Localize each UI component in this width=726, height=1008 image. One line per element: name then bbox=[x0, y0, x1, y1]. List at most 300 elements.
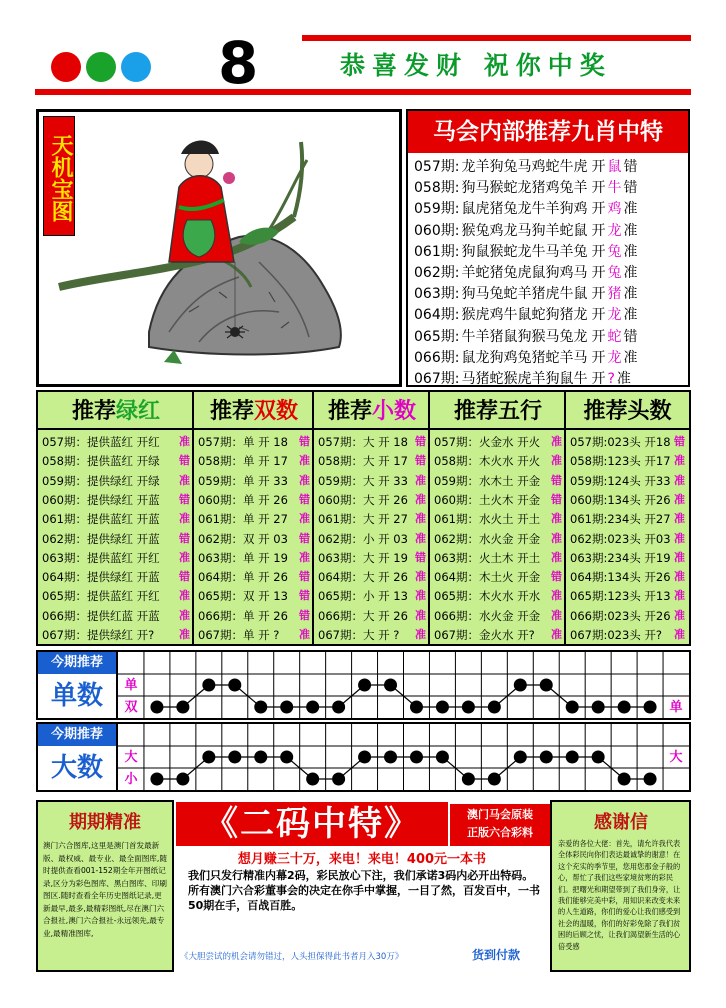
column-row-text: 059期：单 开 33 bbox=[198, 473, 288, 488]
zodiac-animals: 鼠龙狗鸡兔猪蛇羊马 bbox=[461, 349, 588, 366]
column-row-text: 066期：大 开 26 bbox=[318, 608, 408, 623]
zodiac-period: 060期: bbox=[414, 222, 460, 239]
chart-point bbox=[332, 701, 345, 714]
column-row-mark: 准 bbox=[674, 550, 685, 564]
chart-row-bottom-label: 小 bbox=[124, 772, 138, 787]
chart-point bbox=[618, 701, 631, 714]
column-header-suffix: 双数 bbox=[254, 398, 299, 424]
footer-note: 《大胆尝试的机会请勿错过，人头担保得此书者月入30万》 bbox=[180, 952, 404, 962]
column-row-mark: 准 bbox=[299, 512, 310, 526]
column-row bbox=[318, 587, 426, 606]
column-row-mark: 错 bbox=[415, 454, 426, 468]
zodiac-result: 牛 bbox=[607, 180, 622, 197]
column-row-text: 067期：提供绿红 开? bbox=[42, 628, 155, 642]
column-row bbox=[42, 433, 190, 452]
column-row bbox=[570, 510, 685, 529]
column-row-text: 063期：单 开 19 bbox=[198, 550, 288, 565]
column-row-mark: 准 bbox=[674, 473, 685, 487]
blue-dot-icon bbox=[121, 52, 151, 82]
image-panel bbox=[36, 109, 402, 387]
column-header-prefix: 推荐五行 bbox=[453, 398, 542, 424]
column-row-mark: 准 bbox=[415, 628, 426, 641]
chart-point bbox=[280, 701, 293, 714]
chart-point bbox=[176, 701, 189, 714]
column-row bbox=[434, 607, 562, 626]
banner-side bbox=[450, 804, 550, 846]
banner-side-line2: 正版六合彩料 bbox=[467, 826, 533, 839]
column-header-suffix: 绿红 bbox=[116, 398, 161, 424]
column-row-mark: 错 bbox=[415, 435, 426, 448]
column-row-text: 059期：水木土 开金 bbox=[434, 473, 541, 488]
column-row bbox=[318, 549, 426, 568]
chart-point bbox=[566, 701, 579, 714]
column-row bbox=[434, 452, 562, 471]
chart-label-top: 今期推荐 bbox=[38, 652, 116, 674]
zodiac-animals: 猴虎鸡牛鼠蛇狗猪龙 bbox=[461, 307, 588, 324]
chart-point bbox=[592, 751, 605, 764]
column-row-text: 058期：单 开 17 bbox=[198, 454, 288, 469]
column-row bbox=[42, 452, 190, 471]
column-row bbox=[318, 607, 426, 626]
column-row-text: 066期：水火金 开金 bbox=[434, 608, 541, 623]
chart-end-label: 大 bbox=[669, 750, 683, 765]
chart-point bbox=[514, 751, 527, 764]
column-header-prefix: 推荐 bbox=[327, 398, 372, 424]
column-row-text: 064期:134头 开26 bbox=[570, 570, 671, 585]
column-row-text: 057期：提供蓝红 开红 bbox=[42, 435, 160, 449]
column-row bbox=[198, 491, 310, 510]
column-row bbox=[198, 607, 310, 626]
zodiac-result: 龙 bbox=[607, 349, 622, 366]
column-row-text: 063期：提供蓝红 开红 bbox=[42, 550, 160, 565]
column-row-text: 060期:134头 开26 bbox=[570, 492, 671, 507]
column-row-mark: 错 bbox=[551, 492, 562, 506]
zodiac-status: 准 bbox=[623, 349, 638, 366]
column-row bbox=[318, 491, 426, 510]
column-row-mark: 准 bbox=[299, 550, 310, 564]
bottom-left-title: 期期精准 bbox=[69, 812, 141, 833]
chart-point bbox=[618, 773, 631, 786]
column-row-text: 057期：火金水 开火 bbox=[434, 435, 541, 449]
column-row bbox=[198, 452, 310, 471]
chart-point bbox=[592, 701, 605, 714]
chart-row-bottom-label: 双 bbox=[124, 700, 138, 715]
column-header bbox=[194, 392, 314, 430]
chart-point bbox=[436, 701, 449, 714]
column-row-text: 066期：单 开 26 bbox=[198, 608, 288, 623]
column-header-prefix: 推荐 bbox=[71, 398, 116, 424]
zodiac-period: 063期: bbox=[414, 286, 460, 303]
zodiac-open: 开 bbox=[591, 371, 606, 387]
column-row bbox=[570, 626, 685, 645]
column-row-mark: 准 bbox=[179, 589, 190, 603]
zodiac-status: 准 bbox=[623, 222, 638, 239]
column-row bbox=[42, 530, 190, 549]
column-row bbox=[570, 607, 685, 626]
chart-point bbox=[644, 773, 657, 786]
zodiac-row bbox=[414, 157, 637, 178]
column-row-mark: 准 bbox=[415, 570, 426, 584]
column-header-prefix: 推荐 bbox=[209, 398, 254, 424]
pay-note: 货到付款 bbox=[472, 948, 521, 962]
column-row-text: 061期：提供蓝红 开蓝 bbox=[42, 512, 160, 527]
zodiac-open: 开 bbox=[591, 222, 606, 239]
zodiac-open: 开 bbox=[591, 243, 606, 260]
banner-side-line1: 澳门马会原装 bbox=[467, 808, 533, 821]
zodiac-animals: 狗鼠猴蛇龙牛马羊兔 bbox=[461, 243, 588, 260]
bottom-left-panel bbox=[38, 802, 172, 970]
chart-point bbox=[644, 701, 657, 714]
chart-point bbox=[488, 701, 501, 714]
column-row-mark: 准 bbox=[415, 589, 426, 603]
column-row-text: 063期：大 开 19 bbox=[318, 550, 408, 565]
column-row-mark: 错 bbox=[299, 492, 310, 506]
column-row-text: 065期:123头 开13 bbox=[570, 589, 671, 604]
column-row-text: 061期：水火土 开土 bbox=[434, 512, 541, 527]
zodiac-panel-title: 马会内部推荐九肖中特 bbox=[408, 111, 688, 153]
erma-banner: 《二码中特》 bbox=[176, 802, 448, 846]
column-row-mark: 错 bbox=[299, 589, 310, 603]
zodiac-result: 龙 bbox=[607, 222, 622, 239]
zodiac-status: 错 bbox=[623, 328, 638, 345]
zodiac-animals: 狗马兔蛇羊猪虎牛鼠 bbox=[461, 286, 588, 303]
column-row-mark: 准 bbox=[299, 628, 310, 641]
chart-point bbox=[228, 751, 241, 764]
bottom-right-panel bbox=[553, 802, 689, 970]
red-dot-icon bbox=[51, 52, 81, 82]
zodiac-row bbox=[414, 284, 637, 305]
zodiac-row bbox=[414, 369, 631, 390]
column-row-mark: 准 bbox=[179, 435, 190, 448]
column-row-mark: 错 bbox=[674, 435, 685, 448]
column-row-mark: 准 bbox=[179, 550, 190, 564]
column-row bbox=[434, 549, 562, 568]
column-row-mark: 准 bbox=[179, 628, 190, 641]
chart-point bbox=[462, 701, 475, 714]
column-row-text: 067期：单 开 ? bbox=[198, 628, 280, 642]
column-row bbox=[570, 491, 685, 510]
chart-point bbox=[566, 751, 579, 764]
column-row bbox=[42, 568, 190, 587]
green-dot-icon bbox=[86, 52, 116, 82]
column-row-text: 063期:234头 开19 bbox=[570, 550, 671, 565]
zodiac-period: 057期: bbox=[414, 159, 460, 175]
zodiac-open: 开 bbox=[591, 328, 606, 345]
column-row bbox=[318, 433, 426, 452]
column-row-text: 060期：单 开 26 bbox=[198, 492, 288, 507]
column-row-mark: 错 bbox=[299, 531, 310, 545]
column-row bbox=[434, 510, 562, 529]
column-row bbox=[434, 491, 562, 510]
column-row bbox=[570, 568, 685, 587]
column-row-text: 057期:023头 开18 bbox=[570, 435, 671, 449]
header-red-bar-bottom bbox=[35, 89, 691, 95]
header-slogan: 恭喜发财 祝你中奖 bbox=[340, 51, 612, 80]
column-row-text: 064期：大 开 26 bbox=[318, 570, 408, 585]
column-row-mark: 准 bbox=[674, 531, 685, 545]
column-row-text: 061期:234头 开27 bbox=[570, 512, 671, 527]
zodiac-animals: 牛羊猪鼠狗猴马兔龙 bbox=[461, 328, 588, 345]
column-header-prefix: 推荐头数 bbox=[583, 398, 672, 424]
zodiac-status: 错 bbox=[623, 180, 638, 197]
column-row-text: 066期:023头 开26 bbox=[570, 608, 671, 623]
column-row-mark: 准 bbox=[674, 570, 685, 584]
column-row-text: 058期：提供蓝红 开绿 bbox=[42, 454, 160, 469]
thanks-letter-title: 感谢信 bbox=[594, 812, 648, 833]
zodiac-status: 准 bbox=[623, 286, 638, 303]
zodiac-open: 开 bbox=[591, 286, 606, 303]
chart-point bbox=[358, 751, 371, 764]
column-header bbox=[430, 392, 566, 430]
column-row-mark: 准 bbox=[551, 512, 562, 526]
chart-point bbox=[462, 773, 475, 786]
column-row-text: 059期:124头 开33 bbox=[570, 473, 671, 488]
column-row-mark: 准 bbox=[551, 454, 562, 468]
column-row-mark: 准 bbox=[551, 589, 562, 603]
column-row bbox=[198, 568, 310, 587]
column-row-text: 067期:023头 开? bbox=[570, 628, 663, 642]
column-row-mark: 准 bbox=[674, 608, 685, 622]
zodiac-animals: 羊蛇猪兔虎鼠狗鸡马 bbox=[461, 265, 588, 281]
column-row-text: 065期：小 开 13 bbox=[318, 589, 408, 604]
column-row-text: 065期：提供蓝红 开红 bbox=[42, 589, 160, 604]
chart-grid bbox=[118, 652, 689, 718]
column-row-mark: 准 bbox=[551, 550, 562, 564]
zodiac-status: 准 bbox=[623, 243, 638, 260]
column-row-text: 057期：单 开 18 bbox=[198, 435, 288, 449]
column-row-mark: 准 bbox=[415, 608, 426, 622]
column-row bbox=[198, 626, 310, 645]
column-row-mark: 准 bbox=[551, 608, 562, 622]
zodiac-row bbox=[414, 263, 637, 284]
column-row-text: 065期：木火水 开水 bbox=[434, 589, 541, 604]
zodiac-animals: 马猪蛇猴虎羊狗鼠牛 bbox=[461, 371, 588, 387]
column-row-text: 062期：提供绿红 开蓝 bbox=[42, 531, 160, 546]
zodiac-animals: 龙羊狗兔马鸡蛇牛虎 bbox=[461, 159, 588, 175]
column-row-mark: 错 bbox=[179, 570, 190, 584]
zodiac-row bbox=[414, 221, 637, 242]
column-row-text: 067期：大 开 ? bbox=[318, 628, 400, 642]
chart-row-top-label: 大 bbox=[124, 750, 138, 765]
zodiac-status: 准 bbox=[623, 201, 638, 218]
column-row-text: 060期：土火木 开金 bbox=[434, 492, 541, 507]
chart-point bbox=[202, 751, 215, 764]
zodiac-period: 067期: bbox=[414, 371, 460, 387]
column-row-mark: 准 bbox=[299, 473, 310, 487]
zodiac-open: 开 bbox=[591, 265, 606, 281]
chart-point bbox=[280, 751, 293, 764]
column-row-text: 059期：大 开 33 bbox=[318, 473, 408, 488]
column-row-mark: 准 bbox=[551, 628, 562, 641]
column-row-text: 057期：大 开 18 bbox=[318, 435, 408, 449]
zodiac-status: 准 bbox=[616, 371, 631, 387]
zodiac-open: 开 bbox=[591, 307, 606, 324]
chart-point bbox=[202, 679, 215, 692]
column-row bbox=[434, 568, 562, 587]
zodiac-result: 猪 bbox=[607, 286, 622, 303]
zodiac-status: 准 bbox=[623, 265, 638, 281]
zodiac-row bbox=[414, 199, 637, 220]
column-row-mark: 错 bbox=[299, 608, 310, 622]
zodiac-status: 准 bbox=[623, 307, 638, 324]
column-row-mark: 准 bbox=[674, 628, 685, 641]
column-row bbox=[42, 626, 190, 645]
column-row-mark: 错 bbox=[551, 473, 562, 487]
column-row bbox=[570, 433, 685, 452]
column-row-text: 060期：大 开 26 bbox=[318, 492, 408, 507]
zodiac-animals: 狗马猴蛇龙猪鸡兔羊 bbox=[461, 180, 588, 197]
chart-point bbox=[384, 679, 397, 692]
chart-point bbox=[306, 701, 319, 714]
zodiac-result: 兔 bbox=[607, 265, 622, 281]
column-row bbox=[42, 510, 190, 529]
column-row-mark: 准 bbox=[415, 473, 426, 487]
zodiac-result: 鼠 bbox=[607, 159, 622, 175]
chart-point bbox=[384, 751, 397, 764]
zodiac-animals: 鼠虎猪兔龙牛羊狗鸡 bbox=[461, 201, 588, 218]
column-row bbox=[570, 472, 685, 491]
column-row-text: 064期：提供绿红 开蓝 bbox=[42, 570, 160, 585]
zodiac-row bbox=[414, 242, 637, 263]
zodiac-row bbox=[414, 178, 637, 199]
promo-body: 我们只发行精准内幕2码，彩民放心下注，我们承诺3码内必开出特码。所有澳门六合彩董事会的决定在你手中掌握，一目了然，百发百中，一书50期在手，百战百胜。 bbox=[188, 869, 540, 912]
column-row-text: 066期：提供红蓝 开蓝 bbox=[42, 608, 160, 623]
column-row bbox=[570, 530, 685, 549]
column-row bbox=[198, 530, 310, 549]
column-row bbox=[318, 530, 426, 549]
column-row-mark: 错 bbox=[179, 531, 190, 545]
zodiac-open: 开 bbox=[591, 349, 606, 366]
column-row-mark: 错 bbox=[551, 570, 562, 584]
column-row-mark: 准 bbox=[179, 608, 190, 622]
column-header-suffix: 小数 bbox=[372, 398, 417, 424]
column-row bbox=[434, 626, 562, 645]
chart-point bbox=[176, 773, 189, 786]
column-row bbox=[318, 472, 426, 491]
column-row-text: 062期：小 开 03 bbox=[318, 531, 408, 546]
zodiac-period: 058期: bbox=[414, 180, 460, 197]
column-header bbox=[566, 392, 689, 430]
column-row bbox=[198, 472, 310, 491]
zodiac-result: 兔 bbox=[607, 243, 622, 260]
column-row-mark: 准 bbox=[551, 435, 562, 448]
column-row-mark: 准 bbox=[674, 589, 685, 603]
chart-point bbox=[358, 679, 371, 692]
chart-point bbox=[410, 751, 423, 764]
promo-line: 想月赚三十万，来电！来电！400元一本书 bbox=[237, 852, 487, 867]
column-row-text: 062期：水火金 开金 bbox=[434, 531, 541, 546]
column-row bbox=[318, 626, 426, 645]
column-row-text: 062期:023头 开03 bbox=[570, 531, 671, 546]
column-row-mark: 准 bbox=[674, 512, 685, 526]
zodiac-animals: 猴兔鸡龙马狗羊蛇鼠 bbox=[461, 222, 588, 239]
column-row-text: 067期：金火水 开? bbox=[434, 628, 535, 642]
chart-label-big: 大数 bbox=[50, 753, 103, 783]
column-row bbox=[434, 472, 562, 491]
column-row bbox=[570, 587, 685, 606]
column-row bbox=[318, 568, 426, 587]
zodiac-open: 开 bbox=[591, 159, 606, 175]
chart-point bbox=[436, 751, 449, 764]
chart-point bbox=[410, 701, 423, 714]
column-row-mark: 错 bbox=[179, 492, 190, 506]
column-row-text: 062期：双 开 03 bbox=[198, 531, 288, 546]
column-row-mark: 错 bbox=[299, 570, 310, 584]
chart-point bbox=[150, 773, 163, 786]
column-row bbox=[42, 587, 190, 606]
column-row-text: 065期：双 开 13 bbox=[198, 589, 288, 604]
column-row-mark: 错 bbox=[179, 454, 190, 468]
column-row bbox=[198, 510, 310, 529]
chart-label bbox=[38, 724, 118, 790]
zodiac-status: 错 bbox=[623, 159, 638, 175]
column-row-text: 058期：木火水 开火 bbox=[434, 454, 541, 469]
header-red-bar bbox=[302, 35, 691, 41]
column-row-mark: 准 bbox=[179, 473, 190, 487]
column-row-text: 061期：单 开 27 bbox=[198, 512, 288, 527]
column-row-text: 058期：大 开 17 bbox=[318, 454, 408, 469]
chart-point bbox=[540, 751, 553, 764]
column-row bbox=[570, 452, 685, 471]
zodiac-result: 龙 bbox=[607, 307, 622, 324]
bottom-center-panel bbox=[172, 800, 552, 972]
column-row-mark: 准 bbox=[299, 454, 310, 468]
chart-point bbox=[488, 773, 501, 786]
issue-number: 8 bbox=[218, 29, 259, 97]
column-row bbox=[434, 587, 562, 606]
image-panel-title: 天机宝图 bbox=[43, 116, 75, 236]
zodiac-result: ? bbox=[607, 371, 615, 387]
zodiac-open: 开 bbox=[591, 201, 606, 218]
column-row bbox=[318, 510, 426, 529]
zodiac-result: 鸡 bbox=[607, 201, 622, 218]
column-row bbox=[434, 433, 562, 452]
zodiac-row bbox=[414, 348, 637, 369]
column-row bbox=[42, 549, 190, 568]
chart-point bbox=[306, 773, 319, 786]
chart-point bbox=[514, 679, 527, 692]
chart-end-label: 单 bbox=[669, 700, 683, 715]
column-row bbox=[198, 433, 310, 452]
column-row-text: 060期：提供绿红 开蓝 bbox=[42, 492, 160, 507]
column-row bbox=[318, 452, 426, 471]
bottom-left-text: 澳门六合图库,这里是澳门首发最新版、最权威、最专业、最全面图库,随时提供查看001-152期全年开图纸记录,区分为彩色图库、黑白图库、印刷图区.随时查看全年历史图纸记录,更新最早,最多,最精彩图纸,尽在澳门六合报社,澳门六合报社-永远领先,最专业,最精准图库, bbox=[43, 841, 167, 938]
column-row-mark: 准 bbox=[674, 454, 685, 468]
zodiac-period: 065期: bbox=[414, 328, 460, 345]
chart-label-big: 单数 bbox=[50, 681, 103, 711]
chart-point bbox=[228, 679, 241, 692]
zodiac-row bbox=[414, 327, 637, 348]
zodiac-period: 064期: bbox=[414, 307, 460, 324]
column-row-text: 064期：单 开 26 bbox=[198, 570, 288, 585]
column-row-mark: 准 bbox=[415, 531, 426, 545]
column-row bbox=[42, 472, 190, 491]
chart-grid bbox=[118, 724, 689, 790]
chart-label bbox=[38, 652, 118, 718]
column-header bbox=[314, 392, 430, 430]
zodiac-period: 061期: bbox=[414, 243, 460, 260]
column-header bbox=[38, 392, 194, 430]
zodiac-period: 059期: bbox=[414, 201, 460, 218]
chart-point bbox=[540, 679, 553, 692]
column-row-mark: 准 bbox=[674, 492, 685, 506]
column-row-text: 058期:123头 开17 bbox=[570, 454, 671, 469]
zodiac-result: 蛇 bbox=[607, 328, 622, 345]
column-row-text: 059期：提供绿红 开绿 bbox=[42, 473, 160, 488]
zodiac-period: 062期: bbox=[414, 265, 460, 281]
column-row bbox=[42, 491, 190, 510]
chart-label-top: 今期推荐 bbox=[38, 724, 116, 746]
